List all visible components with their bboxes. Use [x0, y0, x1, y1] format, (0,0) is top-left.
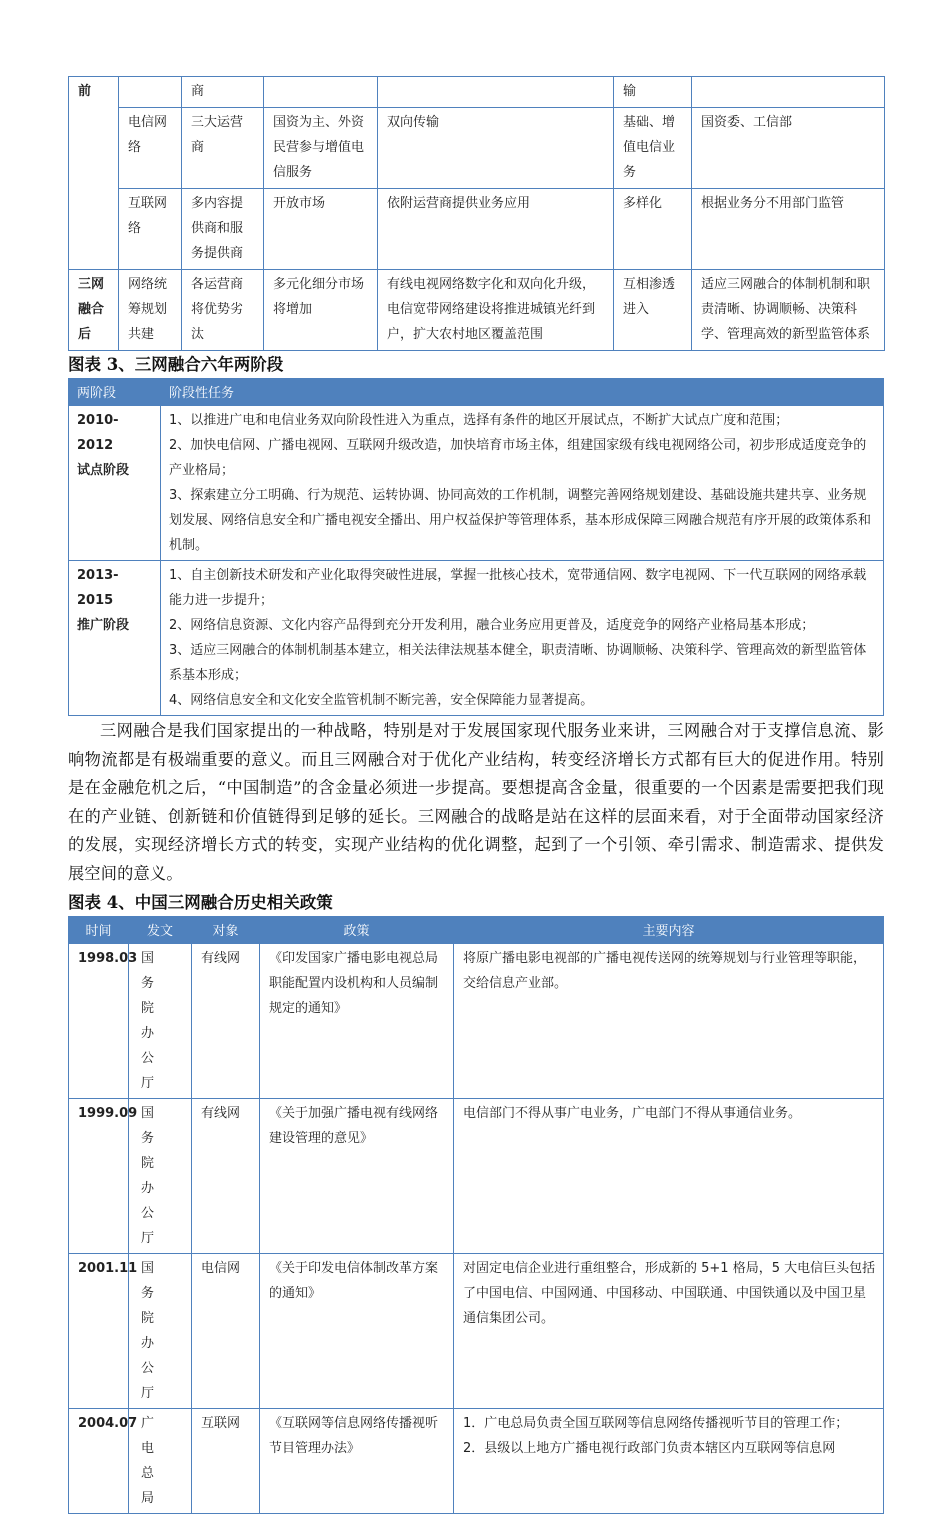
policy-cell: 《印发国家广播电影电视总局职能配置内设机构和人员编制规定的通知》 — [260, 943, 454, 1098]
two-stage-table — [68, 378, 884, 716]
policy-cell: 《关于印发电信体制改革方案的通知》 — [260, 1253, 454, 1408]
table-row — [69, 77, 885, 108]
date-cell: 2004.07 — [69, 1408, 129, 1513]
table-row — [69, 1098, 884, 1253]
table-cell: 输 — [614, 77, 692, 108]
table-cell: 互联网络 — [119, 189, 182, 270]
table-cell — [378, 77, 614, 108]
tasks-cell — [161, 561, 884, 716]
table-cell: 国资为主、外资民营参与增值电信服务 — [264, 108, 378, 189]
table-cell: 基础、增值电信业务 — [614, 108, 692, 189]
table-cell: 根据业务分不用部门监管 — [692, 189, 885, 270]
table-cell: 网络统筹规划共建 — [119, 270, 182, 351]
task-item: 2、网络信息资源、文化内容产品得到充分开发利用，融合业务应用更普及，适度竞争的网络产业格局基本形成； — [169, 618, 815, 633]
column-header: 阶段性任务 — [161, 379, 884, 406]
task-item: 3、适应三网融合的体制机制基本建立，相关法律法规基本健全，职责清晰、协调顺畅、决策科学、管理高效的新型监管体系基本形成； — [169, 643, 867, 683]
column-header: 发文 — [129, 916, 192, 943]
network-comparison-table — [68, 76, 885, 351]
column-header: 主要内容 — [454, 916, 884, 943]
table-cell: 多内容提供商和服务提供商 — [182, 189, 264, 270]
table-header-row — [69, 916, 884, 943]
target-cell: 有线网 — [192, 943, 260, 1098]
issuer-cell: 广电总局 — [129, 1408, 192, 1513]
column-header: 时间 — [69, 916, 129, 943]
date-cell: 1999.09 — [69, 1098, 129, 1253]
issuer-cell: 国务院办公厅 — [129, 1098, 192, 1253]
table-cell: 适应三网融合的体制机制和职责清晰、协调顺畅、决策科学、管理高效的新型监管体系 — [692, 270, 885, 351]
policy-cell: 《互联网等信息网络传播视听节目管理办法》 — [260, 1408, 454, 1513]
body-paragraph: 三网融合是我们国家提出的一种战略，特别是对于发展国家现代服务业来讲，三网融合对于支撑信息流、影响物流都是有极端重要的意义。而且三网融合对于优化产业结构，转变经济增长方式都有巨大的促进作用。特别是在金融危机之后，“中国制造”的含金量必须进一步提高。要想提高含金量，很重要的一个因素是需要把我们现在的产业链、创新链和价值链得到足够的延长。三网融合的战略是站在这样的层面来看，对于全面带动国家经济的发展，实现经济增长方式的转变，实现产业结构的优化调整，起到了一个引领、牵引需求、制造需求、提供发展空间的意义。 — [68, 721, 884, 883]
stage-cell: 三网融合后 — [69, 270, 119, 351]
table-cell: 国资委、工信部 — [692, 108, 885, 189]
table-row — [69, 406, 884, 561]
task-item: 1、以推进广电和电信业务双向阶段性进入为重点，选择有条件的地区开展试点，不断扩大试点广度和范围； — [169, 413, 789, 428]
tasks-cell — [161, 406, 884, 561]
column-header: 两阶段 — [69, 379, 161, 406]
stage-period: 2013-2015 — [77, 568, 119, 608]
table-cell: 依附运营商提供业务应用 — [378, 189, 614, 270]
table-row — [69, 1253, 884, 1408]
table-cell: 三大运营商 — [182, 108, 264, 189]
column-header: 对象 — [192, 916, 260, 943]
table-row — [69, 943, 884, 1098]
content-cell: 将原广播电影电视部的广播电视传送网的统筹规划与行业管理等职能，交给信息产业部。 — [454, 943, 884, 1098]
column-header: 政策 — [260, 916, 454, 943]
table-cell: 多样化 — [614, 189, 692, 270]
task-item: 4、网络信息安全和文化安全监管机制不断完善，安全保障能力显著提高。 — [169, 693, 594, 708]
task-item: 1、自主创新技术研发和产业化取得突破性进展，掌握一批核心技术，宽带通信网、数字电视网、下一代互联网的网络承载能力进一步提升； — [169, 568, 867, 608]
content-cell — [454, 1408, 884, 1513]
date-cell: 2001.11 — [69, 1253, 129, 1408]
stage-name: 推广阶段 — [77, 618, 130, 633]
content-item: 2．县级以上地方广播电视行政部门负责本辖区内互联网等信息网 — [463, 1440, 836, 1456]
task-item: 2、加快电信网、广播电视网、互联网升级改造，加快培育市场主体，组建国家级有线电视网络公司，初步形成适度竞争的产业格局； — [169, 438, 867, 478]
table-cell — [692, 77, 885, 108]
table-cell: 开放市场 — [264, 189, 378, 270]
stage-cell: 前 — [69, 77, 119, 270]
table-cell — [264, 77, 378, 108]
table-row — [69, 108, 885, 189]
table-cell: 多元化细分市场将增加 — [264, 270, 378, 351]
target-cell: 有线网 — [192, 1098, 260, 1253]
table-cell: 互相渗透进入 — [614, 270, 692, 351]
table-cell: 各运营商将优势劣汰 — [182, 270, 264, 351]
policy-history-table — [68, 916, 884, 1514]
table-cell: 双向传输 — [378, 108, 614, 189]
content-cell: 电信部门不得从事广电业务，广电部门不得从事通信业务。 — [454, 1098, 884, 1253]
table-cell — [119, 77, 182, 108]
table-cell: 电信网络 — [119, 108, 182, 189]
table3-caption: 图表 3、三网融合六年两阶段 — [68, 355, 284, 374]
table-header-row — [69, 379, 884, 406]
table-row — [69, 270, 885, 351]
content-item: 1．广电总局负责全国互联网等信息网络传播视听节目的管理工作； — [463, 1415, 849, 1431]
content-cell: 对固定电信企业进行重组整合，形成新的 5+1 格局，5 大电信巨头包括了中国电信、中国网通、中国移动、中国联通、中国铁通以及中国卫星通信集团公司。 — [454, 1253, 884, 1408]
stage-period: 2010-2012 — [77, 413, 119, 453]
table-cell: 有线电视网络数字化和双向化升级，电信宽带网络建设将推进城镇光纤到户，扩大农村地区覆盖范围 — [378, 270, 614, 351]
table-row — [69, 1408, 884, 1513]
target-cell: 互联网 — [192, 1408, 260, 1513]
target-cell: 电信网 — [192, 1253, 260, 1408]
document-page — [68, 76, 884, 1514]
stage-cell — [69, 561, 161, 716]
table-row — [69, 561, 884, 716]
stage-cell — [69, 406, 161, 561]
stage-name: 试点阶段 — [77, 463, 130, 478]
issuer-cell: 国务院办公厅 — [129, 1253, 192, 1408]
table-cell: 商 — [182, 77, 264, 108]
table-row — [69, 189, 885, 270]
task-item: 3、探索建立分工明确、行为规范、运转协调、协同高效的工作机制，调整完善网络规划建设、基础设施共建共享、业务规划发展、网络信息安全和广播电视安全播出、用户权益保护等管理体系，基本形成保障三网融合规范有序开展的政策体系和机制。 — [169, 488, 872, 553]
issuer-cell: 国务院办公厅 — [129, 943, 192, 1098]
policy-cell: 《关于加强广播电视有线网络建设管理的意见》 — [260, 1098, 454, 1253]
table4-caption: 图表 4、中国三网融合历史相关政策 — [68, 892, 333, 912]
date-cell: 1998.03 — [69, 943, 129, 1098]
